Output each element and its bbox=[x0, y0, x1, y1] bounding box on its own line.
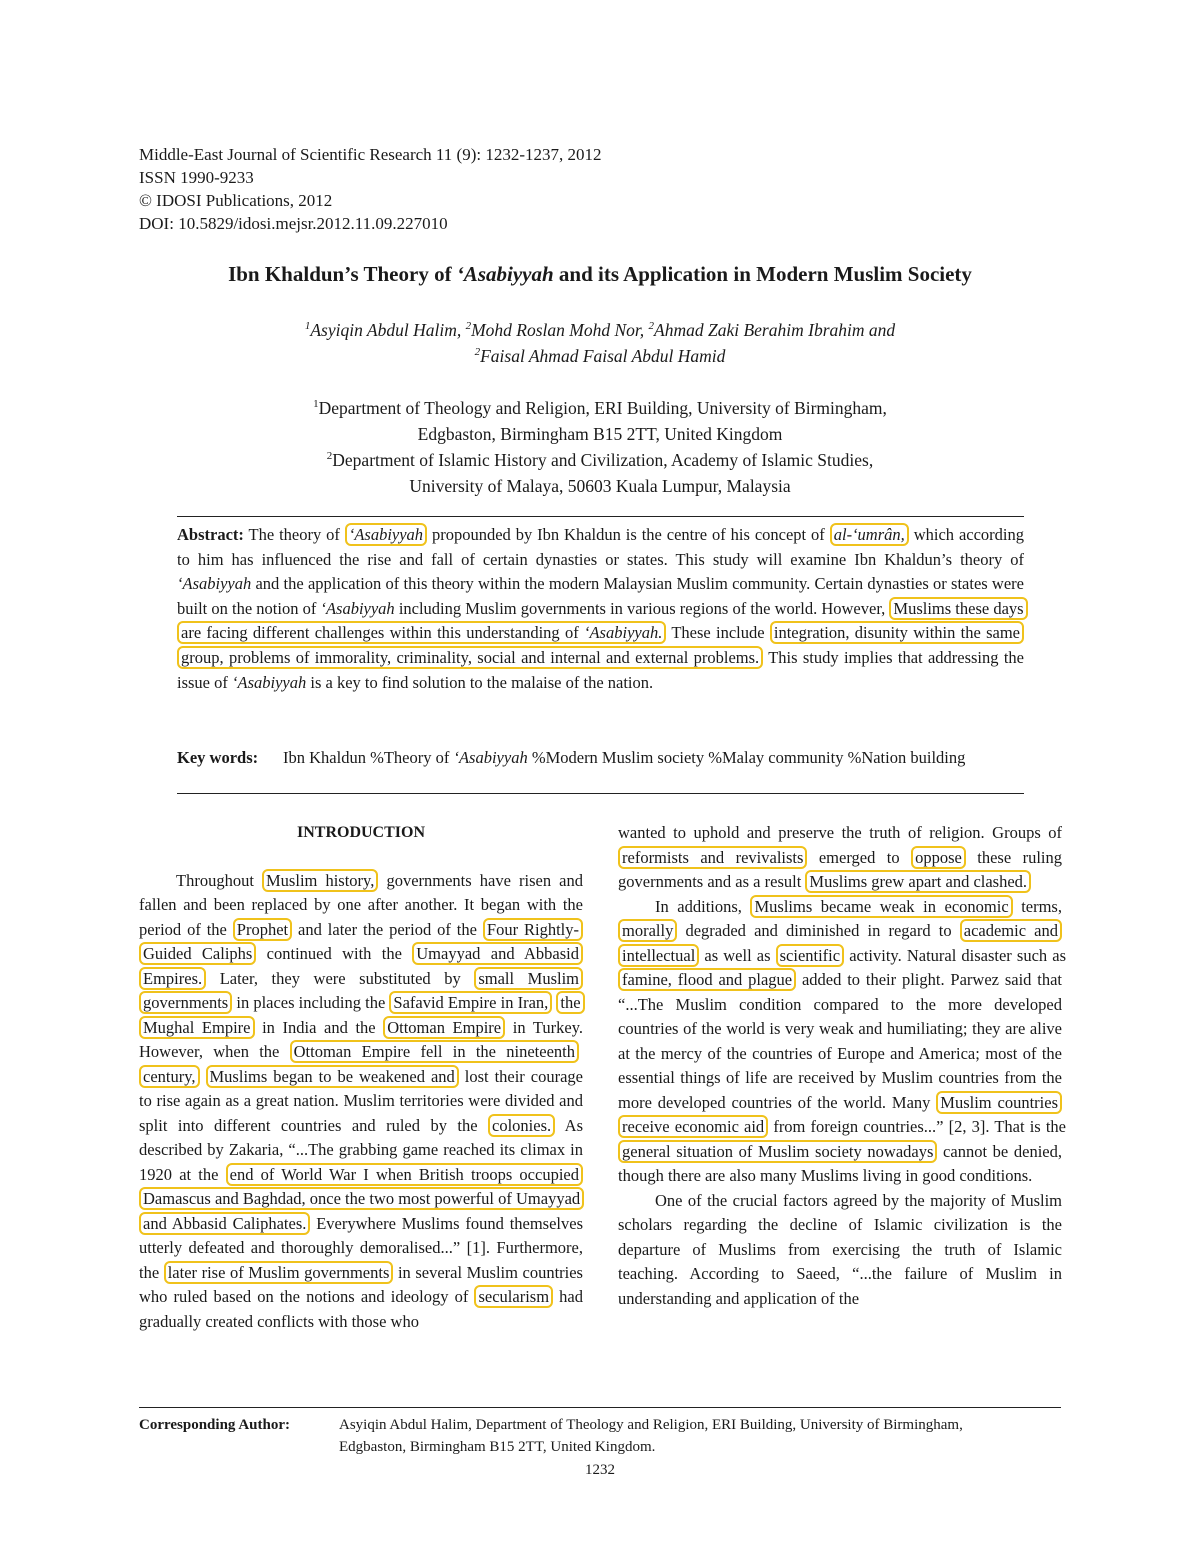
author-name: Ahmad Zaki Berahim Ibrahim and bbox=[654, 320, 896, 340]
highlight: academic and intellectual bbox=[618, 919, 1062, 967]
keyword-text: %Modern Muslim society %Malay community %Nation building bbox=[527, 748, 966, 767]
highlight: secularism bbox=[474, 1285, 553, 1308]
page-number: 1232 bbox=[585, 1462, 615, 1478]
body-text: lost their courage to rise again as a great nation. Muslim territories were divided and split into different countries and ruled by the bbox=[139, 1066, 583, 1135]
highlight: Muslim history, bbox=[262, 869, 378, 892]
keyword-italic: ‘Asabiyyah bbox=[453, 748, 528, 767]
body-text: from foreign countries...” [2, 3]. That is the bbox=[768, 1117, 1066, 1136]
abstract-italic: ‘Asabiyyah bbox=[320, 598, 395, 618]
keyword-text: Ibn Khaldun %Theory of bbox=[283, 748, 454, 767]
abstract-italic: ‘Asabiyyah bbox=[232, 672, 307, 692]
abstract-text: is a key to find solution to the malaise of the nation. bbox=[306, 672, 654, 692]
abstract-text: These include bbox=[666, 623, 770, 643]
body-text: had gradually created conflicts with those who bbox=[139, 1287, 583, 1331]
highlight: later rise of Muslim governments bbox=[164, 1261, 394, 1284]
affiliation-sup: 2 bbox=[326, 450, 333, 463]
issn: ISSN 1990-9233 bbox=[139, 168, 254, 187]
title-part2: and its Application in Modern Muslim Society bbox=[553, 262, 972, 286]
highlight-text: Muslims these days are facing different challenges within this understanding of bbox=[181, 598, 1024, 643]
body-text: in several Muslim countries who ruled based on the notions and ideology of bbox=[139, 1262, 583, 1306]
author-name: Asyiqin Abdul Halim, bbox=[310, 320, 466, 340]
abstract-text: which according to him has influenced the rise and fall of certain dynasties or states. This study will examine Ibn Khaldun’s theory of bbox=[177, 525, 1024, 569]
keywords-label: Key words: bbox=[177, 748, 259, 767]
body-text: Everywhere Muslims found themselves utterly defeated and thoroughly demoralised...” [1]. Furthermore, the bbox=[139, 1213, 584, 1282]
body-text: these ruling governments and as a result bbox=[618, 847, 1062, 891]
abstract bbox=[177, 523, 1024, 695]
left-column bbox=[139, 821, 583, 1334]
body-text: added to their plight. Parwez said that “...The Muslim condition compared to the more developed countries of the world is very weak and humiliating; they are alive at the mercy of the countries of Europe and America; most of the essential things of life are received by Muslim countries from the more developed countries of the world. Many bbox=[618, 970, 1062, 1112]
highlight-text: ‘Asabiyyah bbox=[348, 525, 424, 544]
highlight: Muslim countries receive economic aid bbox=[618, 1091, 1062, 1139]
body-text: in Turkey. However, when the bbox=[139, 1017, 583, 1061]
author-sup: 2 bbox=[465, 320, 472, 333]
highlight: scientific bbox=[776, 944, 844, 967]
author-sup: 1 bbox=[304, 320, 311, 333]
affiliation-line: Department of Islamic History and Civilization, Academy of Islamic Studies, bbox=[332, 450, 874, 470]
highlight: the Mughal Empire bbox=[139, 991, 585, 1039]
abstract-text: and the application of this theory within the modern Malaysian Muslim community. Certain dynasties or states were built on the notion of bbox=[177, 574, 1024, 618]
highlight: famine, flood and plague bbox=[618, 968, 796, 991]
journal-header bbox=[139, 143, 602, 235]
body-text: wanted to uphold and preserve the truth of religion. Groups of bbox=[618, 823, 1062, 842]
highlight: Ottoman Empire fell in the nineteenth century, bbox=[139, 1040, 579, 1088]
abstract-italic: ‘Asabiyyah bbox=[177, 574, 252, 594]
section-heading: INTRODUCTION bbox=[296, 824, 425, 841]
highlight: oppose bbox=[911, 846, 966, 869]
highlight: Ottoman Empire bbox=[383, 1016, 505, 1039]
body-text: as well as bbox=[699, 945, 776, 965]
author-name: Faisal Ahmad Faisal Abdul Hamid bbox=[480, 346, 726, 366]
affiliation-line: Department of Theology and Religion, ERI Building, University of Birmingham, bbox=[318, 398, 887, 418]
body-text bbox=[200, 1067, 206, 1086]
affiliation-line: University of Malaya, 50603 Kuala Lumpur, Malaysia bbox=[409, 476, 791, 496]
paragraph: One of the crucial factors agreed by the majority of Muslim scholars regarding the decline of Islamic civilization is the departure of Muslims from exercising the truth of Islamic teaching. According to Saeed, “...the failure of Muslim in understanding and application of the bbox=[618, 1190, 1062, 1308]
highlight: Muslims became weak in economic bbox=[750, 895, 1012, 918]
highlight-text: ‘Asabiyyah. bbox=[583, 623, 663, 643]
highlight bbox=[830, 523, 909, 546]
corr-line: Asyiqin Abdul Halim, Department of Theology and Religion, ERI Building, University of Birmingham, bbox=[339, 1417, 963, 1433]
affiliation-line: Edgbaston, Birmingham B15 2TT, United Kingdom bbox=[417, 424, 783, 444]
body-text: in places including the bbox=[232, 993, 390, 1012]
body-text: As described by Zakaria, “...The grabbing game reached its climax in 1920 at the bbox=[139, 1115, 583, 1184]
abstract-text: propounded by Ibn Khaldun is the centre of his concept of bbox=[427, 525, 830, 544]
right-column bbox=[618, 821, 1066, 1311]
body-text: cannot be denied, though there are also many Muslims living in good conditions. bbox=[618, 1141, 1062, 1185]
body-text: continued with the bbox=[256, 944, 413, 963]
abstract-bottom-rule bbox=[177, 793, 1024, 794]
highlight: reformists and revivalists bbox=[618, 846, 807, 869]
author-name: Mohd Roslan Mohd Nor, bbox=[471, 320, 649, 340]
title-italic: ‘Asabiyyah bbox=[456, 262, 554, 286]
highlight: Prophet bbox=[233, 918, 292, 941]
highlight: small Muslim governments bbox=[139, 967, 583, 1015]
author-sup: 2 bbox=[648, 320, 655, 333]
abstract-text: This study implies that addressing the issue of bbox=[177, 647, 1025, 692]
highlight: Muslims began to be weakened and bbox=[206, 1065, 459, 1088]
paragraph bbox=[618, 895, 1066, 1189]
highlight: Umayyad and Abbasid Empires. bbox=[139, 942, 583, 990]
highlight bbox=[345, 523, 427, 546]
paper-title bbox=[0, 262, 1200, 287]
highlight: Muslims grew apart and clashed. bbox=[805, 870, 1031, 893]
highlight: general situation of Muslim society nowadays bbox=[618, 1140, 937, 1163]
highlight: Safavid Empire in Iran, bbox=[389, 991, 552, 1014]
footer-rule bbox=[139, 1407, 1061, 1408]
corr-line: Edgbaston, Birmingham B15 2TT, United Kingdom. bbox=[339, 1439, 656, 1455]
affiliations bbox=[0, 395, 1200, 499]
abstract-text: The theory of bbox=[243, 525, 345, 544]
abstract-label: Abstract: bbox=[177, 525, 244, 544]
copyright: © IDOSI Publications, 2012 bbox=[139, 191, 333, 210]
highlight: Four Rightly-Guided Caliphs bbox=[139, 918, 583, 966]
corr-label: Corresponding Author: bbox=[139, 1417, 290, 1433]
abstract-top-rule bbox=[177, 516, 1024, 517]
author-list bbox=[0, 317, 1200, 369]
doi: DOI: 10.5829/idosi.mejsr.2012.11.09.227010 bbox=[139, 214, 448, 233]
body-text: activity. Natural disaster such as bbox=[844, 945, 1066, 965]
highlight: colonies. bbox=[488, 1114, 555, 1137]
abstract-text: including Muslim governments in various regions of the world. However, bbox=[394, 598, 890, 618]
affiliation-sup: 1 bbox=[313, 398, 319, 411]
highlight: end of World War I when British troops occupied Damascus and Baghdad, once the two most powerful of Umayyad and Abbasid Caliphates. bbox=[139, 1163, 584, 1235]
body-text: in India and the bbox=[254, 1017, 384, 1037]
body-text: degraded and diminished in regard to bbox=[677, 921, 960, 940]
body-text: and later the period of the bbox=[292, 919, 483, 939]
author-sup: 2 bbox=[474, 346, 481, 359]
keywords-list bbox=[283, 746, 1024, 770]
body-text: In additions, bbox=[655, 896, 751, 916]
corr-details bbox=[339, 1414, 1061, 1458]
highlight-text: integration, disunity within the same group, problems of immorality, criminality, social and internal and external problems. bbox=[181, 623, 1020, 667]
paragraph bbox=[139, 869, 583, 1335]
highlight-text: al-‘umrân, bbox=[833, 525, 905, 544]
body-text: terms, bbox=[1012, 896, 1062, 916]
highlight: morally bbox=[618, 919, 677, 942]
body-text: governments have risen and fallen and been replaced by one after another. It began with the period of the bbox=[139, 870, 583, 939]
body-text: emerged to bbox=[807, 847, 912, 867]
body-text: Throughout bbox=[176, 870, 263, 890]
paragraph bbox=[618, 821, 1062, 895]
title-part1: Ibn Khaldun’s Theory of bbox=[228, 262, 457, 286]
journal-citation: Middle-East Journal of Scientific Research 11 (9): 1232-1237, 2012 bbox=[139, 145, 602, 164]
body-text: Later, they were substituted by bbox=[206, 968, 475, 988]
